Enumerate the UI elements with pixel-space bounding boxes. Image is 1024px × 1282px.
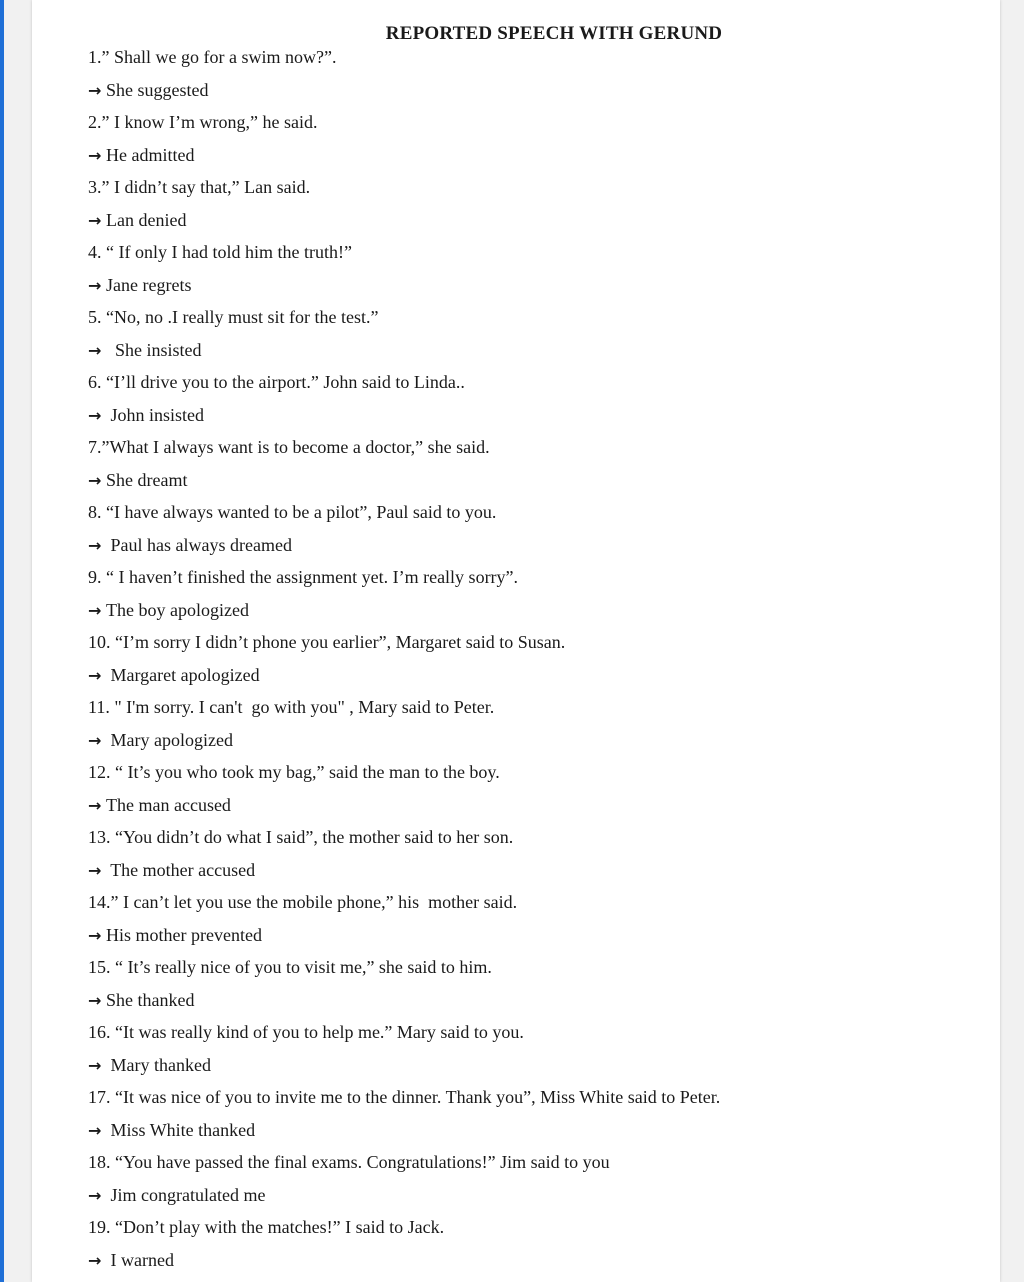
answer-line xyxy=(88,597,980,630)
arrow-icon: → xyxy=(88,1185,102,1205)
question-line: 6. “I’ll drive you to the airport.” John said to Linda.. xyxy=(88,372,465,392)
window-edge-bar xyxy=(0,0,4,1282)
answer-line xyxy=(88,402,980,435)
answer-line xyxy=(88,987,980,1020)
question-line: 7.”What I always want is to become a doctor,” she said. xyxy=(88,437,490,457)
answer-stem: The man accused xyxy=(106,794,231,815)
answer-stem: She dreamt xyxy=(106,469,188,490)
answer-stem: I warned xyxy=(110,1249,174,1270)
answer-stem: The mother accused xyxy=(110,859,256,880)
arrow-icon: → xyxy=(88,1055,102,1075)
question-line: 11. " I'm sorry. I can't go with you" , Mary said to Peter. xyxy=(88,697,495,717)
arrow-icon: → xyxy=(88,275,102,295)
answer-stem: Paul has always dreamed xyxy=(110,534,292,555)
arrow-icon: → xyxy=(88,925,102,945)
answer-stem: His mother prevented xyxy=(106,924,262,945)
question-line: 4. “ If only I had told him the truth!” xyxy=(88,242,352,262)
answer-line xyxy=(88,857,980,890)
answer-stem: She thanked xyxy=(106,989,195,1010)
arrow-icon: → xyxy=(88,795,102,815)
arrow-icon: → xyxy=(88,340,102,360)
question-line: 10. “I’m sorry I didn’t phone you earlier”, Margaret said to Susan. xyxy=(88,632,566,652)
answer-stem: Mary apologized xyxy=(110,729,233,750)
answer-line xyxy=(88,532,980,565)
arrow-icon: → xyxy=(88,535,102,555)
question-line: 16. “It was really kind of you to help me.” Mary said to you. xyxy=(88,1022,524,1042)
answer-line xyxy=(88,922,980,955)
answer-stem: The boy apologized xyxy=(106,599,249,620)
answer-stem: Margaret apologized xyxy=(110,664,260,685)
answer-line xyxy=(88,77,980,110)
arrow-icon: → xyxy=(88,80,102,100)
arrow-icon: → xyxy=(88,145,102,165)
arrow-icon: → xyxy=(88,210,102,230)
question-line: 13. “You didn’t do what I said”, the mother said to her son. xyxy=(88,827,514,847)
answer-stem: John insisted xyxy=(110,404,205,425)
answer-line xyxy=(88,1117,980,1150)
arrow-icon: → xyxy=(88,665,102,685)
exercise-list xyxy=(88,44,980,1279)
question-line: 1.” Shall we go for a swim now?”. xyxy=(88,47,337,67)
answer-line xyxy=(88,272,980,305)
answer-stem: She suggested xyxy=(106,79,209,100)
question-line: 2.” I know I’m wrong,” he said. xyxy=(88,112,318,132)
question-line: 14.” I can’t let you use the mobile phone,” his mother said. xyxy=(88,892,518,912)
answer-stem: Jane regrets xyxy=(106,274,192,295)
arrow-icon: → xyxy=(88,860,102,880)
answer-line xyxy=(88,1182,980,1215)
answer-line xyxy=(88,1052,980,1085)
question-line: 19. “Don’t play with the matches!” I said to Jack. xyxy=(88,1217,445,1237)
answer-line xyxy=(88,142,980,175)
answer-line xyxy=(88,207,980,240)
question-line: 15. “ It’s really nice of you to visit me,” she said to him. xyxy=(88,957,492,977)
arrow-icon: → xyxy=(88,730,102,750)
answer-line xyxy=(88,337,980,370)
question-line: 17. “It was nice of you to invite me to the dinner. Thank you”, Miss White said to Peter. xyxy=(88,1087,721,1107)
answer-line xyxy=(88,792,980,825)
answer-stem: Mary thanked xyxy=(110,1054,211,1075)
arrow-icon: → xyxy=(88,1120,102,1140)
answer-line xyxy=(88,467,980,500)
arrow-icon: → xyxy=(88,470,102,490)
question-line: 18. “You have passed the final exams. Congratulations!” Jim said to you xyxy=(88,1152,610,1172)
answer-stem: Jim congratulated me xyxy=(110,1184,266,1205)
question-line: 12. “ It’s you who took my bag,” said the man to the boy. xyxy=(88,762,500,782)
answer-stem: She insisted xyxy=(115,339,202,360)
question-line: 5. “No, no .I really must sit for the test.” xyxy=(88,307,379,327)
answer-stem: He admitted xyxy=(106,144,195,165)
answer-line xyxy=(88,1247,980,1280)
arrow-icon: → xyxy=(88,1250,102,1270)
arrow-icon: → xyxy=(88,600,102,620)
document-title: REPORTED SPEECH WITH GERUND xyxy=(385,23,723,44)
document-page xyxy=(32,0,1000,1282)
arrow-icon: → xyxy=(88,405,102,425)
answer-stem: Miss White thanked xyxy=(110,1119,256,1140)
question-line: 9. “ I haven’t finished the assignment yet. I’m really sorry”. xyxy=(88,567,519,587)
answer-stem: Lan denied xyxy=(106,209,187,230)
question-line: 8. “I have always wanted to be a pilot”, Paul said to you. xyxy=(88,502,497,522)
answer-line xyxy=(88,662,980,695)
answer-line xyxy=(88,727,980,760)
question-line: 3.” I didn’t say that,” Lan said. xyxy=(88,177,311,197)
arrow-icon: → xyxy=(88,990,102,1010)
